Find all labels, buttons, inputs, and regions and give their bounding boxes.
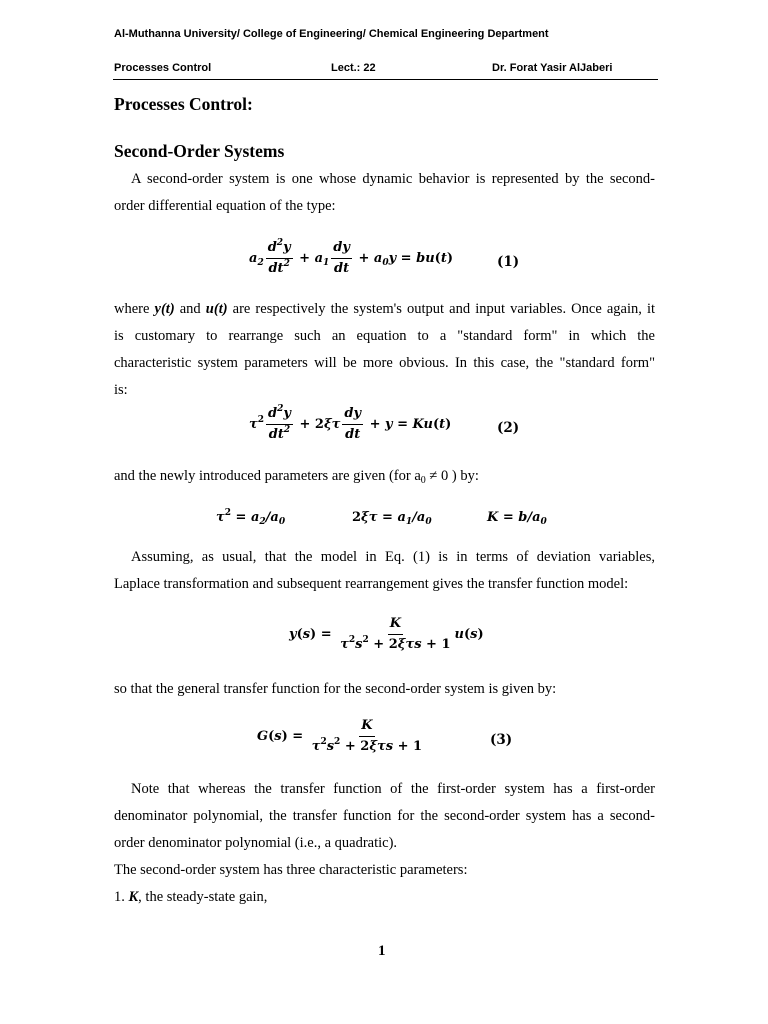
paragraph-line: Assuming, as usual, that the model in Eq. (1) is in terms of deviation variables, bbox=[131, 549, 655, 565]
header-rule bbox=[113, 79, 658, 80]
output-variable: y(t) bbox=[154, 301, 175, 317]
paragraph-line: is: bbox=[114, 382, 128, 398]
equation-3-number: (3) bbox=[490, 732, 513, 748]
paragraph-line: Laplace transformation and subsequent rearrangement gives the transfer function model: bbox=[114, 576, 629, 592]
equation-1-number: (1) bbox=[497, 254, 520, 270]
header-author: Dr. Forat Yasir AlJaberi bbox=[492, 62, 613, 74]
equation-1: $a_2$ $\frac{d^2y}{dt^2}$ + $a_1$ $\frac{dy}{dt}$ + $a_0y$ = bu ( t ) bbox=[249, 238, 453, 276]
equation-2-number: (2) bbox=[497, 420, 520, 436]
paragraph-standard-form bbox=[114, 296, 655, 404]
paragraph-intro bbox=[114, 166, 655, 220]
paragraph-general-tf: so that the general transfer function for the second-order system is given by: bbox=[114, 681, 557, 697]
paragraph-line: where y(t) and u(t) are respectively the system's output and input variables. Once again, it bbox=[114, 301, 656, 317]
equation-tau-squared: $\tau^2$ = $a_2/a_0$ bbox=[216, 508, 286, 527]
equation-3: G ( s ) = $\frac{K}{\tau^2s^2 + 2\xi\tau s + 1}$ bbox=[257, 718, 423, 754]
header-lecture: Lect.: 22 bbox=[331, 62, 376, 74]
page-title: Processes Control: bbox=[114, 94, 253, 114]
equation-transfer-model: y ( s ) = $\frac{K}{\tau^2s^2 + 2\xi\tau s + 1}$ u ( s ) bbox=[289, 616, 484, 652]
paragraph-line: characteristic system parameters will be more obvious. In this case, the "standard form" bbox=[114, 355, 655, 371]
equation-2: $\tau^2$ $\frac{d^2y}{dt^2}$ + 2 ξτ $\frac{dy}{dt}$ + y = Ku ( t ) bbox=[249, 404, 452, 442]
input-variable: u(t) bbox=[205, 301, 228, 317]
paragraph-line: order differential equation of the type: bbox=[114, 198, 336, 214]
equation-gain: K = $b/a_0$ bbox=[487, 510, 547, 527]
list-item-gain: 1. K, the steady-state gain, bbox=[114, 889, 268, 905]
page-number: 1 bbox=[378, 943, 386, 959]
section-title: Second-Order Systems bbox=[114, 141, 285, 161]
paragraph-note bbox=[114, 776, 655, 857]
header-institution: Al-Muthanna University/ College of Engineering/ Chemical Engineering Department bbox=[114, 28, 549, 40]
paragraph-laplace bbox=[114, 544, 655, 598]
paragraph-line: is customary to rearrange such an equation to a "standard form" in which the bbox=[114, 328, 655, 344]
paragraph-characteristic-params: The second-order system has three characteristic parameters: bbox=[114, 862, 468, 878]
paragraph-line: order denominator polynomial (i.e., a quadratic). bbox=[114, 835, 398, 851]
paragraph-line: denominator polynomial, the transfer function for the second-order system has a second- bbox=[114, 808, 655, 824]
header-course: Processes Control bbox=[114, 62, 212, 74]
equation-damping: 2 ξτ = $a_1/a_0$ bbox=[352, 510, 432, 527]
paragraph-line: A second-order system is one whose dynamic behavior is represented by the second- bbox=[131, 171, 655, 187]
parameters-intro: and the newly introduced parameters are given (for $a_0 \ne 0$ ) by: bbox=[114, 468, 479, 486]
paragraph-line: Note that whereas the transfer function of the first-order system has a first-order bbox=[131, 781, 655, 797]
